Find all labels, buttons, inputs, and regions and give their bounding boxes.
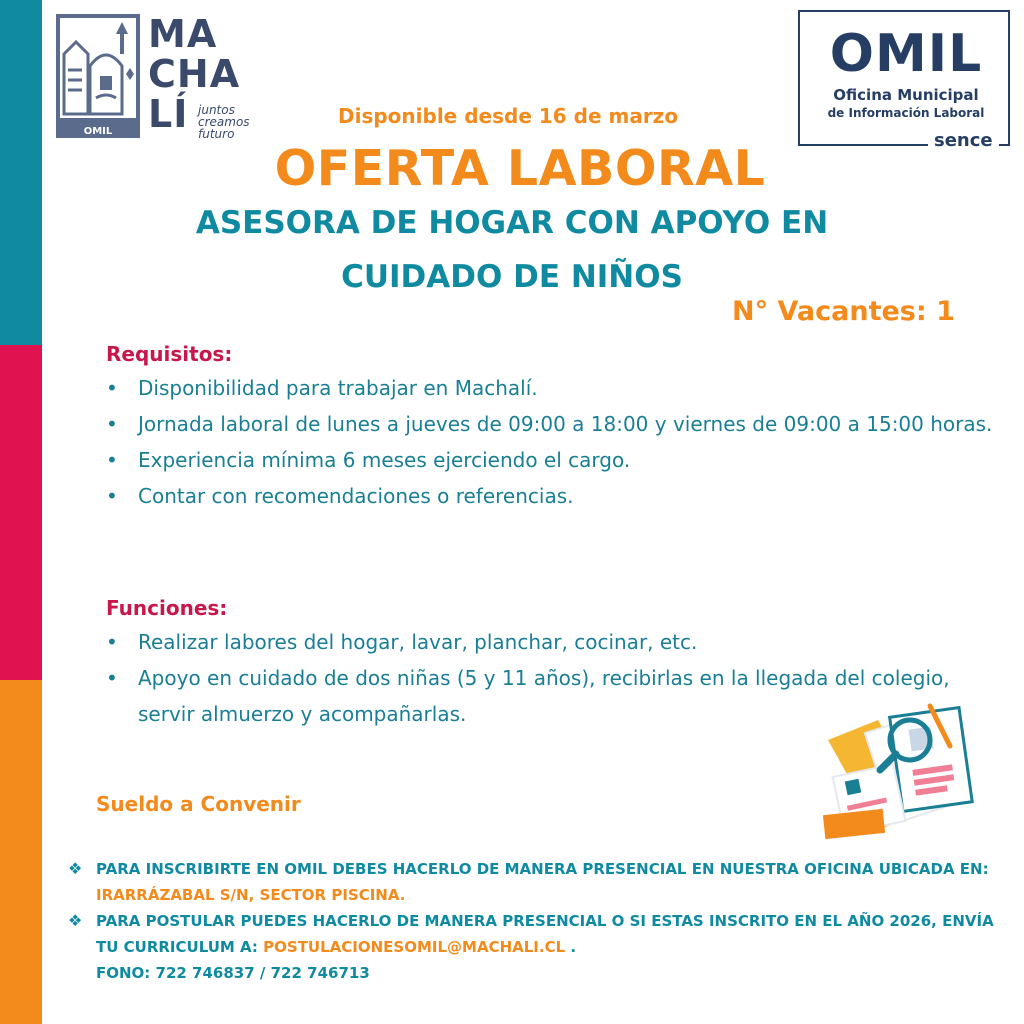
requirements-heading: Requisitos: xyxy=(106,342,233,366)
bullet-dot: • xyxy=(106,448,118,472)
omil-logo-title: OMIL xyxy=(829,24,983,84)
omil-logo-subtitle-2: de Información Laboral xyxy=(827,106,985,120)
list-item-text: Realizar labores del hogar, lavar, planchar, cocinar, etc. xyxy=(138,630,698,654)
salary-text: Sueldo a Convenir xyxy=(96,792,301,816)
bullet-dot: • xyxy=(106,376,118,400)
list-item-text: Disponibilidad para trabajar en Machalí. xyxy=(138,376,538,400)
bullet-dot: • xyxy=(106,412,118,436)
list-item xyxy=(106,442,1006,478)
list-item-text: Experiencia mínima 6 meses ejerciendo el cargo. xyxy=(138,448,631,472)
note-application-end: . xyxy=(565,938,577,956)
note-application-text: PARA POSTULAR PUEDES HACERLO DE MANERA PRESENCIAL O SI ESTAS INSCRITO EN EL AÑO 2026, ENVÍA TU CURRICULUM A: xyxy=(96,912,994,956)
job-title-line-2: CUIDADO DE NIÑOS xyxy=(341,259,683,295)
list-item xyxy=(106,478,1006,514)
list-item xyxy=(106,406,1006,442)
side-bar-red xyxy=(0,345,42,680)
note-registration xyxy=(68,856,998,908)
emblem-label: OMIL xyxy=(83,126,113,137)
machali-word-line: CHA xyxy=(148,52,241,96)
headline-oferta-laboral: OFERTA LABORAL xyxy=(274,140,766,197)
list-item xyxy=(106,370,1006,406)
bullet-dot: • xyxy=(106,630,118,654)
list-item-text: Apoyo en cuidado de dos niñas (5 y 11 años), recibirlas en la llegada del colegio, servir almuerzo y acompañarlas. xyxy=(138,666,950,726)
tagline-line: creamos xyxy=(198,115,250,129)
machali-logo xyxy=(56,14,256,142)
list-item xyxy=(106,624,1006,660)
omil-logo xyxy=(798,10,1010,151)
resume-folder-magnifier-icon xyxy=(818,700,978,840)
office-address: IRARRÁZABAL S/N, SECTOR PISCINA. xyxy=(96,886,406,904)
vacancies-count: N° Vacantes: 1 xyxy=(732,296,955,327)
availability-date: Disponible desde 16 de marzo xyxy=(338,104,679,128)
job-title xyxy=(52,196,972,304)
diamond-bullet-icon: ❖ xyxy=(68,911,83,930)
application-notes xyxy=(68,856,998,986)
note-registration-text: PARA INSCRIBIRTE EN OMIL DEBES HACERLO DE MANERA PRESENCIAL EN NUESTRA OFICINA UBICADA EN: xyxy=(96,860,989,878)
machali-word-line: MA xyxy=(148,12,218,56)
phone-numbers: FONO: 722 746837 / 722 746713 xyxy=(96,964,370,982)
tagline-line: juntos xyxy=(198,103,235,117)
sence-logo: sence xyxy=(928,130,999,152)
job-title-line-1: ASESORA DE HOGAR CON APOYO EN xyxy=(195,205,829,241)
bullet-dot: • xyxy=(106,484,118,508)
side-bar-orange xyxy=(0,680,42,1024)
bullet-dot: • xyxy=(106,666,118,690)
requirements-list xyxy=(106,370,1006,514)
tagline-line: futuro xyxy=(198,127,235,141)
diamond-bullet-icon: ❖ xyxy=(68,859,83,878)
machali-word-line: LÍ xyxy=(148,92,189,136)
machali-city-emblem-icon xyxy=(56,14,140,138)
omil-logo-subtitle-1: Oficina Municipal xyxy=(833,86,979,104)
application-email-link[interactable]: POSTULACIONESOMIL@MACHALI.CL xyxy=(263,938,566,956)
list-item-text: Contar con recomendaciones o referencias. xyxy=(138,484,574,508)
list-item-text: Jornada laboral de lunes a jueves de 09:00 a 18:00 y viernes de 09:00 a 15:00 horas. xyxy=(138,412,993,436)
note-application xyxy=(68,908,998,986)
machali-tagline xyxy=(198,104,250,140)
functions-heading: Funciones: xyxy=(106,596,228,620)
